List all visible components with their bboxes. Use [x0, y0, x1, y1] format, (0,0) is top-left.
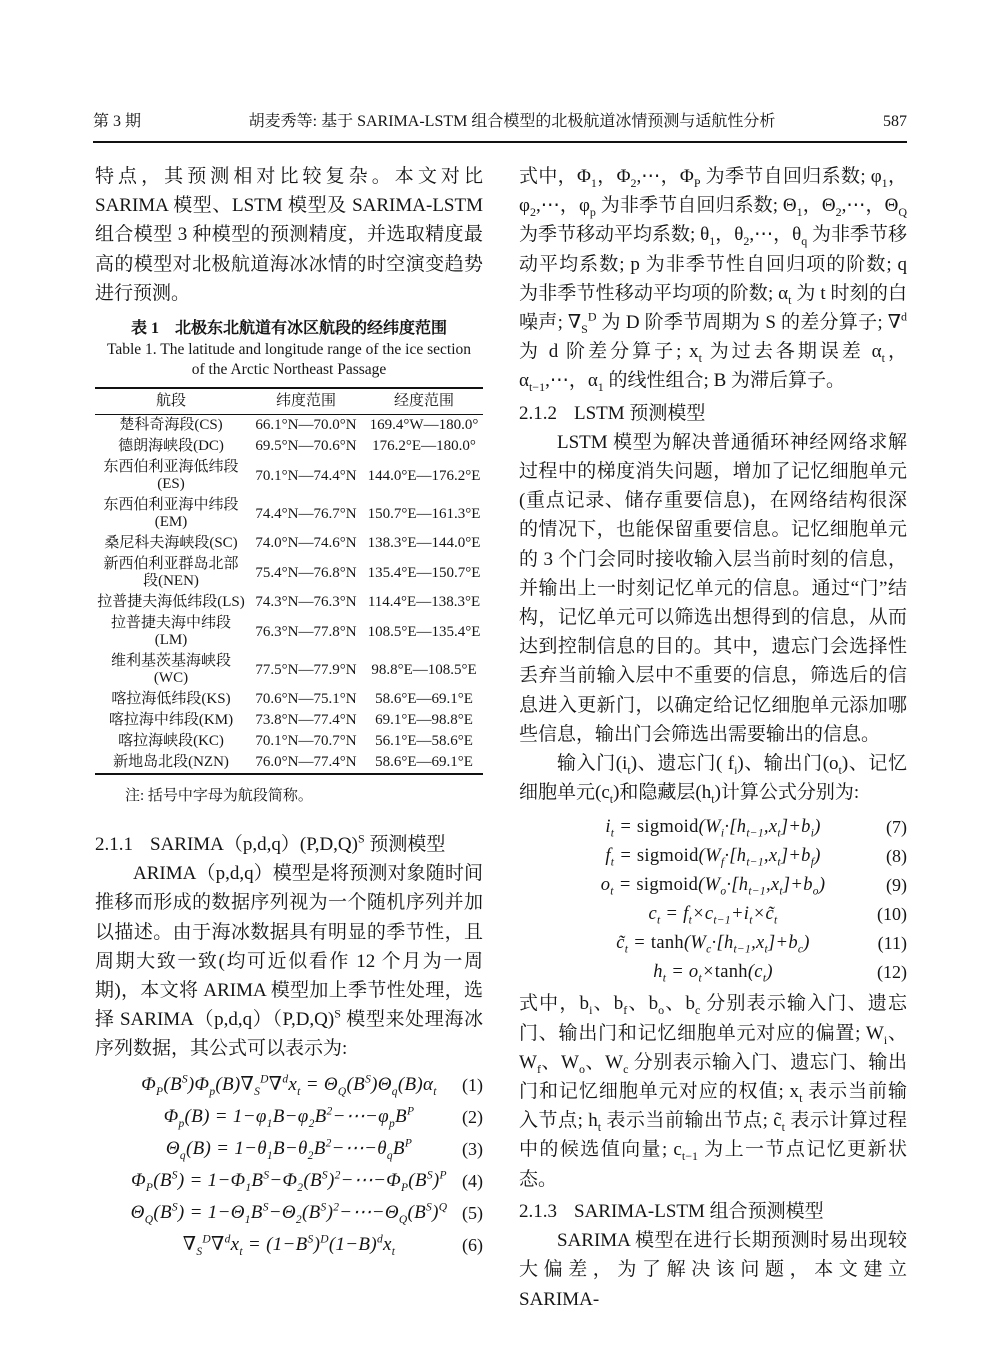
- table-row: [95, 533, 483, 554]
- paragraph-arima-description: ARIMA（p,d,q）模型是将预测对象随时间推移而形成的数据序列视为一个随机序列并加以描述。由于海冰数据具有明显的季节性，且周期大致一致(均可近似看作 12 个月为一周期)，本文将 ARIMA 模型加上季节性处理，选择 SARIMA（p,d,q）（P,D,Q)$^S$ 模型来处理海冰序列数据，其公式可以表示为:: [95, 863, 483, 1060]
- table-note: 注: 括号中字母为航段简称。: [125, 788, 313, 805]
- section-heading-2-1-3: [519, 1197, 907, 1226]
- table-cell: 维利基茨基海峡段(WC): [110, 653, 231, 687]
- table-row: [95, 613, 483, 651]
- left-column: [95, 162, 483, 1314]
- table-header-row: [95, 388, 483, 415]
- table-row: [95, 415, 483, 437]
- section-title: LSTM 预测模型: [574, 402, 706, 424]
- equation-body: $c_t$ = $f_t\times c_{t-1}+i_t\times c̃_t$: [648, 904, 778, 928]
- paragraph-sarima-lstm-intro: SARIMA 模型在进行长期预测时易出现较大偏差，为了解决该问题，本文建立 SARIMA-: [519, 1230, 907, 1310]
- table-cell: 56.1°E—58.6°E: [375, 733, 473, 750]
- table-cell: 73.8°N—77.4°N: [255, 712, 357, 729]
- equation-number: (1): [462, 1074, 483, 1095]
- header-page-number: 587: [883, 113, 907, 130]
- section-heading-2-1-1: [95, 830, 483, 859]
- section-title: SARIMA-LSTM 组合预测模型: [574, 1200, 824, 1222]
- header-issue: 第 3 期: [93, 113, 142, 130]
- equation: [519, 873, 907, 898]
- table-cell: 拉普捷夫海低纬段(LS): [97, 594, 245, 611]
- table-cell: 176.2°E—180.0°: [372, 438, 476, 455]
- table-cell: 135.4°E—150.7°E: [367, 564, 481, 581]
- section-number: 2.1.2: [519, 402, 557, 424]
- table-row: [95, 592, 483, 613]
- route-sections-table: [95, 387, 483, 775]
- section-title: $SARIMA(p,d,q)(P,D,Q)^S$ 预测模型: [150, 831, 446, 856]
- table-row: [95, 436, 483, 457]
- table-cell: 66.1°N—70.0°N: [255, 417, 357, 434]
- equation-body: $c̃_t = \tanh(W_c\cdot[h_{t-1},x_t]+b_c)$: [616, 933, 810, 957]
- table-cell: 58.6°E—69.1°E: [375, 691, 473, 708]
- table-cell: 138.3°E—144.0°E: [367, 535, 481, 552]
- equation-number: (2): [462, 1106, 483, 1127]
- table-cell: 108.5°E—135.4°E: [367, 623, 481, 640]
- paragraph-lstm-symbols: 式中，$b_i$、$b_f$、$b_o$、$b_c$ 分别表示输入门、遗忘门、输出门和记忆细胞单元对应的偏置; $W_i$、$W_f$、$W_o$、$W_c$ 分别表示输入门、遗忘门、输出门和记忆细胞单元对应的权值; $x_t$ 表示当前输入节点; $h_t$ 表示当前输出节点; $c̃_t$ 表示计算过程中的候选值向量; $c_{t-1}$ 为上一节点记忆更新状态。: [519, 993, 908, 1190]
- content-columns: [95, 162, 907, 1314]
- paragraph-lstm-gates: 输入门$(i_t)$、遗忘门( $f_i$)、输出门$(o_t)$、记忆细胞单元$(c_t)$和隐藏层$(h_t)$计算公式分别为:: [519, 753, 908, 807]
- equation: [95, 1136, 483, 1162]
- equation-number: (10): [877, 904, 907, 925]
- equation-body: $\Theta_Q(B^S)$ = $1-\Theta_1B^S-\Theta_2(B^S)^2-\cdots-\Theta_Q(B^S)^Q$: [130, 1201, 448, 1226]
- table-cell: 144.0°E—176.2°E: [367, 467, 481, 484]
- table-row: [95, 689, 483, 710]
- table-cell: 69.1°E—98.8°E: [375, 712, 473, 729]
- page-header: [93, 112, 907, 143]
- paragraph-model-comparison: 特点，其预测相对比较复杂。本文对比 SARIMA 模型、LSTM 模型及 SARIMA-LSTM 组合模型 3 种模型的预测精度，并选取精度最高的模型对北极航道海冰冰情的时空演变趋势进行预测。: [95, 166, 483, 304]
- table-row: [95, 495, 483, 533]
- equation-number: (7): [886, 817, 907, 838]
- section-number: 2.1.3: [519, 1200, 557, 1222]
- table-cell: 98.8°E—108.5°E: [371, 661, 477, 678]
- section-heading-2-1-2: [519, 399, 907, 428]
- equation-body: $f_t$ = $sigmoid(W_f\cdot[h_{t-1},x_t]+b_f)$: [605, 846, 821, 870]
- equation: [95, 1072, 483, 1098]
- equation-number: (12): [877, 962, 907, 983]
- equation-number: (6): [462, 1234, 483, 1255]
- paragraph-lstm-description: LSTM 模型为解决普通循环神经网络求解过程中的梯度消失问题，增加了记忆细胞单元(重点记录、储存重要信息)，在网络结构很深的情况下，也能保留重要信息。记忆细胞单元的 3 个门会同时接收输入层当前时刻的信息，并输出上一时刻记忆单元的信息。通过“门”结构，记忆单元可以筛选出想得到的信息，从而达到控制信息的目的。其中，遗忘门会选择性丢弃当前输入层中不重要的信息，筛选后的信息进入更新门，以确定给记忆细胞单元添加哪些信息，输出门会筛选出需要输出的信息。: [519, 431, 907, 745]
- equation-number: (11): [877, 933, 907, 954]
- equation: [519, 815, 907, 840]
- equation-body: $\nabla_S^D\nabla^dx_t = (1-B^S)^D(1-B)^dx_t$: [182, 1233, 396, 1258]
- right-column: [519, 162, 907, 1314]
- table-cell: 150.7°E—161.3°E: [367, 505, 481, 522]
- table-row: [95, 554, 483, 592]
- table-cell: 70.1°N—70.7°N: [255, 733, 357, 750]
- sarima-equations-block: [95, 1072, 483, 1258]
- col-header-latitude: 纬度范围: [247, 388, 365, 415]
- equation-number: (5): [462, 1202, 483, 1223]
- table-cell: 新地岛北段(NZN): [113, 754, 229, 771]
- table-cell: 东西伯利亚海中纬段(EM): [103, 497, 239, 531]
- table-cell: 69.5°N—70.6°N: [255, 438, 357, 455]
- table-cell: 76.3°N—77.8°N: [255, 623, 357, 640]
- table-cell: 77.5°N—77.9°N: [255, 661, 357, 678]
- table-cell: 拉普捷夫海中纬段(LM): [110, 615, 231, 649]
- table-caption-en: [95, 340, 483, 380]
- equation-body: $i_t$ = $sigmoid(W_i\cdot[h_{t-1},x_t]+b_i)$: [605, 817, 821, 841]
- table-cell: 74.3°N—76.3°N: [255, 594, 357, 611]
- table-cell: 新西伯利亚群岛北部段(NEN): [103, 556, 239, 590]
- table-row: [95, 457, 483, 495]
- equation: [519, 902, 907, 927]
- table-row: [95, 731, 483, 752]
- table-caption-zh: 表 1 北极东北航道有冰区航段的经纬度范围: [130, 320, 447, 338]
- equation-body: $o_t$ = $sigmoid(W_o\cdot[h_{t-1},x_t]+b_o)$: [600, 875, 826, 899]
- equation: [95, 1232, 483, 1258]
- table-body: [95, 415, 483, 775]
- equation: [519, 960, 907, 985]
- equation: [95, 1200, 483, 1226]
- table-cell: 德朗海峡段(DC): [118, 438, 224, 455]
- table-cell: 70.1°N—74.4°N: [255, 467, 357, 484]
- equation-body: $\Theta_q(B)$ = $1-\theta_1B-\theta_2B^2-\cdots-\theta_qB^P$: [165, 1137, 413, 1162]
- table-cell: 东西伯利亚海低纬段(ES): [103, 459, 239, 493]
- equation: [95, 1104, 483, 1130]
- table-cell: 58.6°E—69.1°E: [375, 754, 473, 771]
- table-cell: 76.0°N—77.4°N: [255, 754, 357, 771]
- equation-number: (9): [886, 875, 907, 896]
- table-cell: 169.4°W—180.0°: [369, 417, 479, 434]
- equation-body: $\Phi_P(B^S)\Phi_p(B)\nabla_S^D\nabla^dx_t = \Theta_Q(B^S)\Theta_q(B)\alpha_t$: [141, 1073, 437, 1098]
- equation: [519, 844, 907, 869]
- header-title: 胡麦秀等: 基于 SARIMA-LSTM 组合模型的北极航道冰情预测与适航性分析: [248, 113, 776, 130]
- table-row: [95, 710, 483, 731]
- paragraph-sarima-symbols: 式中，$\Phi_1$，$\Phi_2,\cdots$，$\Phi_P$ 为季节自回归系数; $\varphi_1$，$\varphi_2,\cdots$，$\varphi_p$ 为非季节自回归系数; $\Theta_1$，$\Theta_2,\cdots$，$\Theta_Q$ 为季节移动平均系数; $\theta_1$，$\theta_2,\cdots$，$\theta_q$ 为非季节移动平均系数; p 为非季节性自回归项的阶数; q 为非季节性移动平均项的阶数; $\alpha_t$ 为 t 时刻的白噪声; $\nabla_S^D$ 为 D 阶季节周期为 S 的差分算子; ∇$^d$ 为 d 阶差分算子; $x_t$ 为过去各期误差 $\alpha_t$，$\alpha_{t-1},\cdots$，$\alpha_1$ 的线性组合; B 为滞后算子。: [519, 166, 908, 395]
- equation-number: (4): [462, 1170, 483, 1191]
- table-cell: 喀拉海中纬段(KM): [108, 712, 234, 729]
- equation-number: (3): [462, 1138, 483, 1159]
- table-caption-en-line2: of the Arctic Northeast Passage: [191, 361, 387, 379]
- col-header-section: 航段: [95, 388, 247, 415]
- table-cell: 70.6°N—75.1°N: [255, 691, 357, 708]
- equation-number: (8): [886, 846, 907, 867]
- table-row: [95, 651, 483, 689]
- lstm-equations-block: [519, 815, 907, 985]
- table-cell: 74.0°N—74.6°N: [255, 535, 357, 552]
- table-cell: 75.4°N—76.8°N: [255, 564, 357, 581]
- equation-body: $h_t = o_t\times\tanh(c_t)$: [653, 962, 773, 986]
- table-row: [95, 752, 483, 774]
- equation: [519, 931, 907, 956]
- col-header-longitude: 经度范围: [365, 388, 483, 415]
- table-cell: 楚科奇海段(CS): [119, 417, 223, 434]
- section-number: 2.1.1: [95, 834, 133, 856]
- equation-body: $\Phi_P(B^S)$ = $1-\Phi_1B^S-\Phi_2(B^S)^2-\cdots-\Phi_P(B^S)^P$: [131, 1169, 447, 1194]
- table-cell: 114.4°E—138.3°E: [367, 594, 481, 611]
- table-cell: 74.4°N—76.7°N: [255, 505, 357, 522]
- table-cell: 桑尼科夫海峡段(SC): [104, 535, 238, 552]
- table-cell: 喀拉海峡段(KC): [118, 733, 224, 750]
- table-cell: 喀拉海低纬段(KS): [111, 691, 231, 708]
- table-caption-en-line1: Table 1. The latitude and longitude range of the ice section: [106, 341, 472, 359]
- equation: [95, 1168, 483, 1194]
- equation-body: $\Phi_p(B)$ = $1-\varphi_1B-\varphi_2B^2-\cdots-\varphi_pB^P$: [163, 1105, 415, 1130]
